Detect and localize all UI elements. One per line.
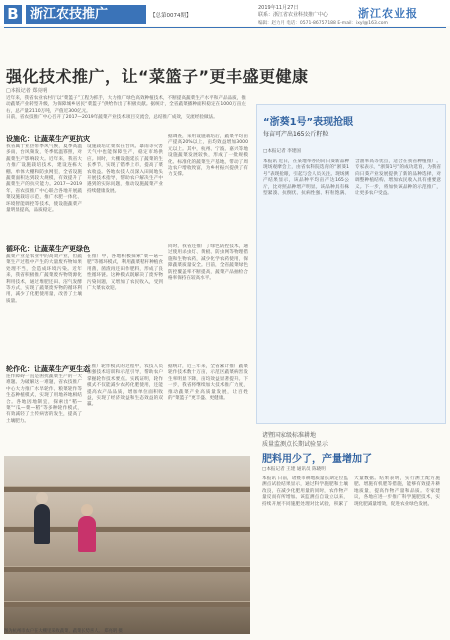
- headline: 强化技术推广，让“菜篮子”更丰盛更健康: [6, 67, 309, 86]
- byline: □本报记者 郑亮明: [6, 88, 48, 94]
- sidebar-2-kicker-line-2: 质量监测点长期试验显示: [262, 441, 329, 448]
- section-2-col-2: 在推广中，各地积极探索“菜—菇—肥”等循环模式，利用蔬菜秸秆种植食用菌，菌渣再还田作肥料，形成了良性循环链。这种模式既解决了废弃物污染问题，又增加了农民收入，受到广大菜农欢迎。: [87, 254, 163, 292]
- person-figure: [36, 492, 48, 504]
- section-3-col-1: 连作障碍一直是困扰蔬菜生产的一大难题。为破解这一难题，省农技推广中心大力推广水旱轮作、粮菜轮作等生态种植模式，实现了用地养地相结合。各地因地制宜，探索出“稻—菜”“瓜—菜—稻”等多种轮作模式，有效减轻了土传病害的发生，提高了土壤肥力。: [6, 374, 82, 424]
- section-heading-2: 循环化：让蔬菜生产更绿色: [6, 245, 90, 253]
- contact-meta: 联系：浙江省农业科技推广中心: [258, 12, 329, 18]
- section-1-col-3: 据调查，采用设施栽培后，蔬菜平均亩产提高20%以上，亩均效益增加3000元以上。其中，杭州、宁波、嘉兴等地设施蔬菜发展较快，形成了一批规模化、标准化的蔬菜生产基地，带动了周边农户增收致富，为乡村振兴提供了有力支撑。: [168, 134, 248, 178]
- paper-logo: 浙江农业报: [358, 7, 418, 20]
- photo-caption: 图为杭州市农户在大棚里采收蔬菜，蔬菜长势喜人。 郑亮明 摄: [4, 629, 123, 634]
- section-heading-1: 设施化：让蔬菜生产更抗灾: [6, 135, 90, 143]
- date: 2019年11月27日: [258, 5, 299, 11]
- sidebar-1-body: 本报讯 近日，在某地举办的向日葵新品种现场观摩会上，由省农科院选育的“浙葵1号”表现抢眼，引起与会人员关注。现场测产结果显示，该品种平均亩产达165公斤，比对照品种增产明显。该品种具有株型紧凑、抗倒伏、抗病性强、籽粒饱满、含油率高等优点，适合在我省种植推广。专家表示，“浙葵1号”的成功选育，为我省向日葵产业发展提供了新的品种选择，对调整种植结构、增加农民收入具有重要意义。下一步，将加快该品种的示范推广，让更多农户受益。: [263, 159, 441, 197]
- sidebar-1-byline: □本报记者 李建国: [263, 149, 301, 154]
- section-1-col-2: 设施栽培让菜农在台风、暴雨等灾害天气中也能保障生产，稳定市场供应。同时，大棚设施延长了蔬菜的生长季节，实现了错季上市，提高了菜农收益。各地农技人员深入田间地头开展技术指导，帮助农户解决生产中遇到的实际问题，推动设施蔬菜产业持续健康发展。: [87, 144, 163, 194]
- section-3-col-2: 在推广轮作模式的过程中，农技人员加强技术培训和示范引导，帮助农户掌握轮作技术要点。实践证明，轮作模式不仅能减少农药化肥使用，还能提高农产品品质，增加单位面积收益，实现了经济效益和生态效益的双赢。: [87, 364, 163, 408]
- sidebar-2-title: 肥料用少了，产量增加了: [262, 454, 372, 465]
- person-figure: [81, 504, 93, 516]
- photo-rack: [4, 601, 250, 607]
- sidebar-2-kicker-line-1: 诸暨国家级标准耕地: [262, 432, 317, 439]
- sidebar-2-body: 本报讯 日前，诸暨市耕地质量长期定位监测点试验结果显示，通过科学施肥和土壤改良，在减少化肥用量的同时，农作物产量反而有所增加。该监测点自设立以来，持续开展不同施肥处理对比试验，积累了大量数据。结果表明，实行测土配方施肥、增施有机肥等措施，能够有效提升耕地质量，提高作物产量和品质。专家建议，各地应进一步推广科学施肥技术，实现化肥减量增效，促进农业绿色发展。: [262, 476, 440, 507]
- section-3-col-3: 据统计，近三年来，全省累计推广蔬菜轮作技术数十万亩，示范区蔬菜病害发生率明显下降，亩均效益显著提升。下一步，我省将继续加大技术推广力度，推动蔬菜产业高质量发展，让百姓的“菜篮子”更丰盛、更健康。: [168, 364, 248, 402]
- section-title: 浙江农技推广: [26, 5, 146, 24]
- dateline: [258, 5, 328, 19]
- section-heading-3: 轮作化：让蔬菜生产更生态: [6, 365, 90, 373]
- masthead: [0, 0, 450, 26]
- section-letter: B: [4, 5, 22, 24]
- sidebar-1-subtitle: 每亩可产出165公斤籽粒: [263, 131, 329, 138]
- person-figure: [34, 504, 50, 544]
- sidebar-story-2: [256, 428, 446, 634]
- photo-rack: [4, 566, 250, 572]
- lead-text: 近年来，我省农业农村厅以“菜篮子”工程为抓手，大力推广绿色高效种植技术，不断提高蔬菜生产水平和产品品质，推动蔬菜产业转型升级，为保障城乡居民“菜篮子”供给作出了积极贡献。据统计，全省蔬菜播种面积稳定在1000万亩左右，总产量2110万吨，产值近300亿元。: [6, 96, 246, 114]
- section-2-col-1: 蔬菜产业是农业中的高效产业，但蔬菜生产过程中产生的大量废弃物如果处理不当，会造成环境污染。近年来，我省积极推广蔬菜废弃物资源化利用技术，通过堆肥还田、沼气发酵等方式，实现了蔬菜废弃物的循环利用，减少了化肥使用量，改善了土壤质量。: [6, 254, 82, 304]
- article-photo: [4, 456, 250, 634]
- masthead-rule: [4, 27, 446, 28]
- section-2-col-3: 同时，我省还推广了绿色防控技术，通过使用杀虫灯、黄板、防虫网等物理措施和生物农药，减少化学农药使用，保障蔬菜质量安全。目前，全省蔬菜绿色防控覆盖率不断提高，蔬菜产品抽检合格率保持在较高水平。: [168, 244, 248, 282]
- page-number: 【总第0074期】: [150, 13, 192, 19]
- person-figure: [78, 516, 96, 552]
- sidebar-2-kicker: [262, 430, 328, 448]
- sidebar-story-1: [256, 104, 446, 424]
- section-1-col-1: 我省属于亚热带季风气候，夏季高温多雨，台风频发，冬季低温寡照，对蔬菜生产影响较大。近年来，我省大力推广设施栽培技术，建设连栋大棚、单体大棚和防虫网室，全省设施蔬菜面积达到较大规模，有效提升了蔬菜生产的抗灾能力。2017—2019年，省农技推广中心联合各地开展蔬菜设施栽培示范，推广水肥一体化、环境智能调控等技术，使设施蔬菜产量明显提高，品质稳定。: [6, 144, 82, 214]
- sidebar-2-byline: □本报记者 王建 通讯员 陈晓明: [262, 467, 326, 472]
- editors-line: 编辑：赵力月 电话：0571-86757188 E-mail：ixyl@163.com: [258, 21, 388, 26]
- sidebar-1-title: “浙葵1号”表现抢眼: [263, 117, 354, 128]
- lead-text-2: 日前，省农技推广中心召开了2017—2019年蔬菜产业技术项目交流会，总结推广成效，交流经验做法。: [6, 115, 218, 121]
- lead-paragraph: [6, 96, 246, 122]
